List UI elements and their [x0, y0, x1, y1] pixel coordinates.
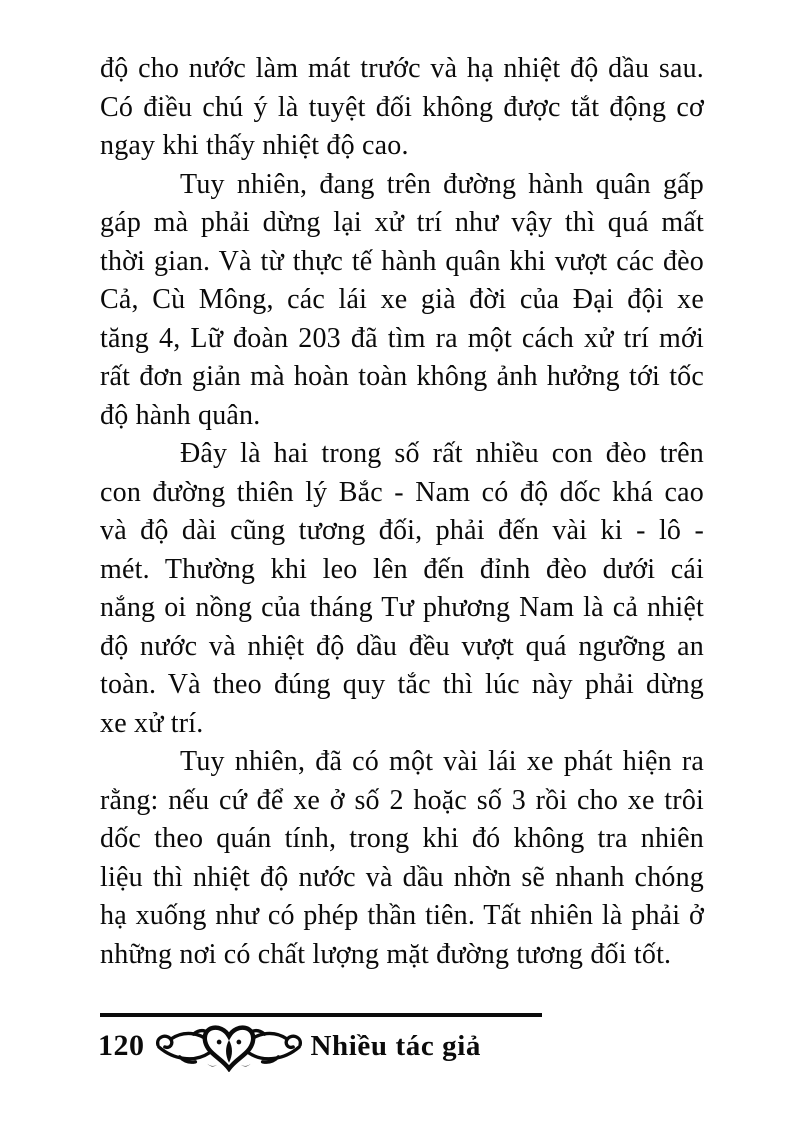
- text-line: con đường thiên lý Bắc - Nam có độ dốc khá cao: [100, 476, 704, 508]
- text-line: gáp mà phải dừng lại xử trí như vậy thì quá mất: [100, 207, 704, 238]
- text-line: độ nước và nhiệt độ dầu đều vượt quá ngưỡng an: [100, 630, 704, 662]
- footer: [98, 1020, 481, 1072]
- text-line: rất đơn giản mà hoàn toàn không ảnh hưởng tới tốc: [100, 361, 704, 392]
- text-line: Cả, Cù Mông, các lái xe già đời của Đại đội xe: [100, 284, 704, 315]
- page-number: 120: [98, 1029, 145, 1062]
- floral-ornament-icon: [150, 1020, 308, 1072]
- text-line: toàn. Và theo đúng quy tắc thì lúc này phải dừng: [100, 669, 704, 700]
- text-line: và độ dài cũng tương đối, phải đến vài ki - lô -: [100, 515, 704, 546]
- text-line: nắng oi nồng của tháng Tư phương Nam là cả nhiệt: [100, 592, 704, 623]
- text-line: độ cho nước làm mát trước và hạ nhiệt độ dầu sau.: [100, 53, 704, 84]
- text-line: tăng 4, Lữ đoàn 203 đã tìm ra một cách xử trí mới: [100, 322, 704, 354]
- text-line: dốc theo quán tính, trong khi đó không tra nhiên: [100, 823, 704, 854]
- footer-author: Nhiều tác giả: [310, 1029, 482, 1062]
- text-line: mét. Thường khi leo lên đến đỉnh đèo dưới cái: [100, 553, 704, 585]
- text-line: Tuy nhiên, đã có một vài lái xe phát hiện ra: [180, 746, 704, 777]
- page-body-text: [100, 50, 704, 974]
- text-line: xe xử trí.: [100, 707, 204, 739]
- text-line: những nơi có chất lượng mặt đường tương đối tốt.: [100, 938, 672, 970]
- text-line: hạ xuống như có phép thần tiên. Tất nhiên là phải ở: [100, 900, 704, 931]
- text-line: Tuy nhiên, đang trên đường hành quân gấp: [180, 168, 704, 200]
- text-line: ngay khi thấy nhiệt độ cao.: [100, 130, 409, 161]
- text-line: liệu thì nhiệt độ nước và dầu nhờn sẽ nhanh chóng: [100, 861, 704, 893]
- text-line: Có điều chú ý là tuyệt đối không được tắt động cơ: [100, 91, 704, 123]
- text-line: độ hành quân.: [100, 399, 261, 431]
- footer-divider: [100, 1013, 542, 1017]
- text-line: Đây là hai trong số rất nhiều con đèo trên: [180, 438, 704, 469]
- text-line: thời gian. Và từ thực tế hành quân khi vượt các đèo: [100, 245, 704, 277]
- text-line: rằng: nếu cứ để xe ở số 2 hoặc số 3 rồi cho xe trôi: [100, 784, 704, 816]
